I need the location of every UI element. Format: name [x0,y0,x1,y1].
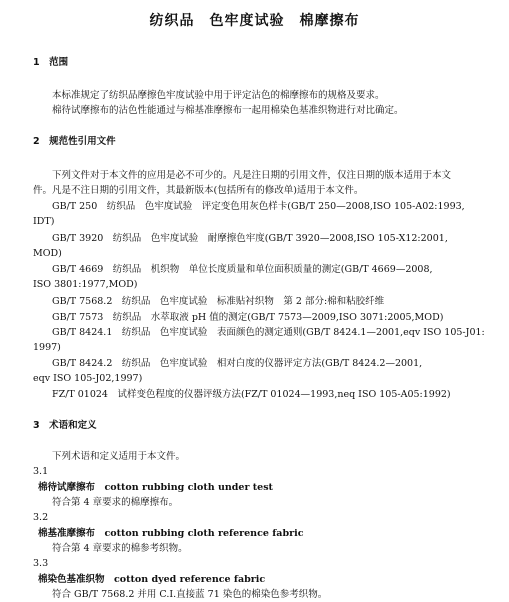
term-3-2-definition: 符合第 4 章要求的棉参考织物。 [52,543,188,554]
section-2-heading: 2 规范性引用文件 [33,136,116,147]
reference-gbt4669: GB/T 4669 纺织品 机织物 单位长度质量和单位面积质量的测定(GB/T 4669—2008, [52,264,433,275]
reference-gbt8424-1: GB/T 8424.1 纺织品 色牢度试验 表面颜色的测定通则(GB/T 8424.1—2001,eqv ISO 105-J01: [52,327,485,338]
term-3-2-title: 棉基准摩擦布 cotton rubbing cloth reference fabric [38,528,304,539]
section-1-heading: 1 范围 [33,57,69,68]
term-3-2-number: 3.2 [33,512,49,523]
reference-gbt8424-2-cont: eqv ISO 105-J02,1997) [33,373,143,384]
reference-gbt8424-2: GB/T 8424.2 纺织品 色牢度试验 相对白度的仪器评定方法(GB/T 8424.2—2001, [52,358,423,369]
term-3-3-number: 3.3 [33,558,49,569]
term-3-3-definition: 符合 GB/T 7568.2 并用 C.I.直接蓝 71 染色的棉染色参考织物。 [52,589,328,600]
section-2-intro-line-1: 下列文件对于本文件的应用是必不可少的。凡是注日期的引用文件，仅注日期的版本适用于本文 [52,170,452,181]
reference-gbt8424-1-cont: 1997) [33,342,61,353]
section-3-intro: 下列术语和定义适用于本文件。 [52,451,186,462]
document-title: 纺织品 色牢度试验 棉摩擦布 [149,13,360,29]
section-2-intro-line-2: 件。凡是不注日期的引用文件，其最新版本(包括所有的修改单)适用于本文件。 [33,185,364,196]
term-3-1-number: 3.1 [33,466,49,477]
reference-gbt4669-cont: ISO 3801:1977,MOD) [33,279,138,290]
reference-gbt3920: GB/T 3920 纺织品 色牢度试验 耐摩擦色牢度(GB/T 3920—2008,ISO 105-X12:2001, [52,233,448,244]
section-3-heading: 3 术语和定义 [33,420,97,431]
reference-gbt7573: GB/T 7573 纺织品 水萃取液 pH 值的测定(GB/T 7573—2009,ISO 3071:2005,MOD) [52,312,444,323]
reference-fzt01024: FZ/T 01024 试样变色程度的仪器评级方法(FZ/T 01024—1993,neq ISO 105-A05:1992) [52,389,451,400]
term-3-1-title: 棉待试摩擦布 cotton rubbing cloth under test [38,482,273,493]
section-1-paragraph-1: 本标准规定了纺织品摩擦色牢度试验中用于评定沾色的棉摩擦布的规格及要求。 [52,90,385,101]
term-3-3-title: 棉染色基准织物 cotton dyed reference fabric [38,574,266,585]
reference-gbt250-cont: IDT) [33,216,55,227]
reference-gbt7568-2: GB/T 7568.2 纺织品 色牢度试验 标准贴衬织物 第 2 部分:棉和粘胶纤维 [52,296,385,307]
term-3-1-definition: 符合第 4 章要求的棉摩擦布。 [52,497,179,508]
reference-gbt3920-cont: MOD) [33,248,62,259]
reference-gbt250: GB/T 250 纺织品 色牢度试验 评定变色用灰色样卡(GB/T 250—2008,ISO 105-A02:1993, [52,201,465,212]
section-1-paragraph-2: 棉待试摩擦布的沾色性能通过与棉基准摩擦布一起用棉染色基准织物进行对比确定。 [52,105,404,116]
